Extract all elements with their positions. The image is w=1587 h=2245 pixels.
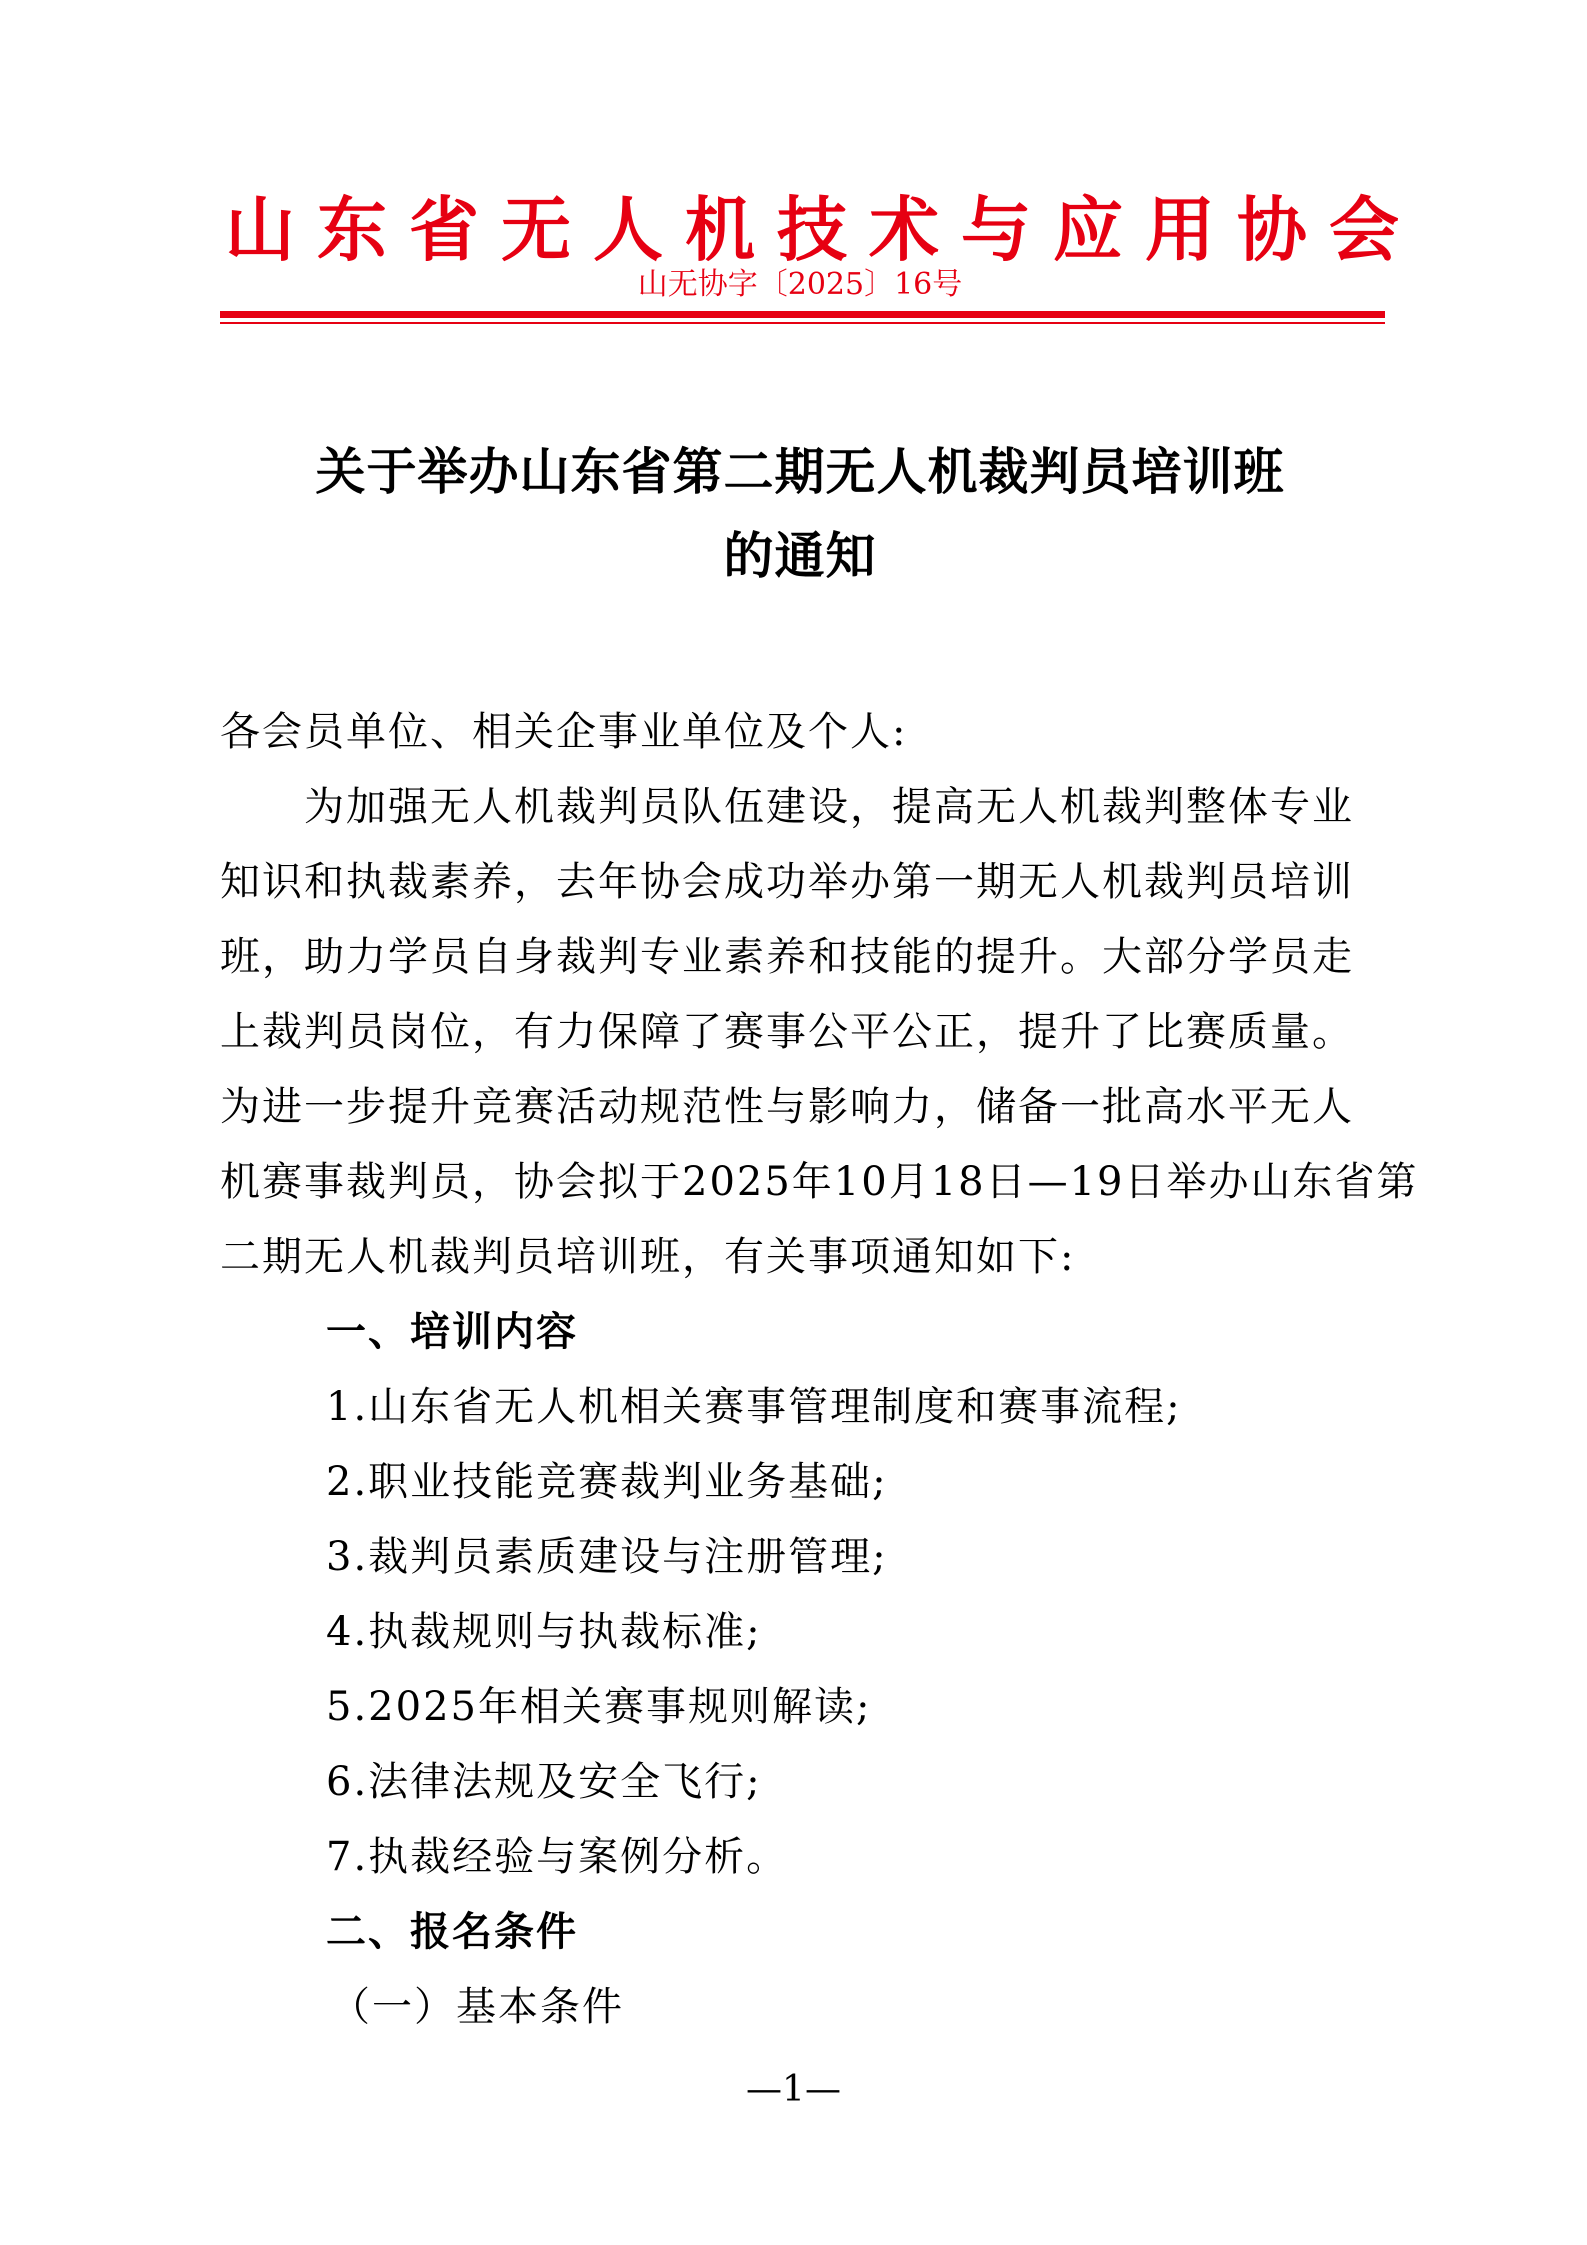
document-number: 山无协字〔2025〕16号 — [637, 267, 963, 302]
red-divider-thick — [220, 311, 1385, 318]
intro-line: 为进一步提升竞赛活动规范性与影响力，储备一批高水平无人 — [220, 1084, 1354, 1130]
list-item: 6.法律法规及安全飞行; — [326, 1759, 762, 1805]
subsection-heading: （一）基本条件 — [330, 1984, 624, 2030]
section-heading-registration: 二、报名条件 — [326, 1909, 578, 1955]
title-line-2: 的通知 — [723, 526, 877, 585]
document-title — [225, 430, 1375, 598]
salutation: 各会员单位、相关企事业单位及个人: — [220, 709, 908, 755]
list-item: 5.2025年相关赛事规则解读; — [326, 1684, 872, 1730]
intro-line: 上裁判员岗位，有力保障了赛事公平公正，提升了比赛质量。 — [220, 1009, 1354, 1055]
section-heading-training-content: 一、培训内容 — [326, 1309, 578, 1355]
title-line-1: 关于举办山东省第二期无人机裁判员培训班 — [315, 442, 1285, 501]
list-item: 1.山东省无人机相关赛事管理制度和赛事流程; — [326, 1384, 1182, 1430]
intro-line: 为加强无人机裁判员队伍建设，提高无人机裁判整体专业 — [304, 784, 1354, 830]
red-divider-thin — [220, 322, 1385, 324]
list-item: 7.执裁经验与案例分析。 — [326, 1834, 789, 1880]
intro-line: 班，助力学员自身裁判专业素养和技能的提升。大部分学员走 — [220, 934, 1354, 980]
list-item: 3.裁判员素质建设与注册管理; — [326, 1534, 888, 1580]
organization-name: 山东省无人机技术与应用协会 — [225, 188, 1421, 271]
intro-line: 知识和执裁素养，去年协会成功举办第一期无人机裁判员培训 — [220, 859, 1354, 905]
page-number: —1— — [746, 2069, 841, 2110]
intro-line: 二期无人机裁判员培训班，有关事项通知如下: — [220, 1234, 1076, 1280]
list-item: 4.执裁规则与执裁标准; — [326, 1609, 762, 1655]
document-body — [220, 695, 1419, 2045]
intro-line: 机赛事裁判员，协会拟于2025年10月18日—19日举办山东省第 — [220, 1159, 1419, 1205]
list-item: 2.职业技能竞赛裁判业务基础; — [326, 1459, 888, 1505]
